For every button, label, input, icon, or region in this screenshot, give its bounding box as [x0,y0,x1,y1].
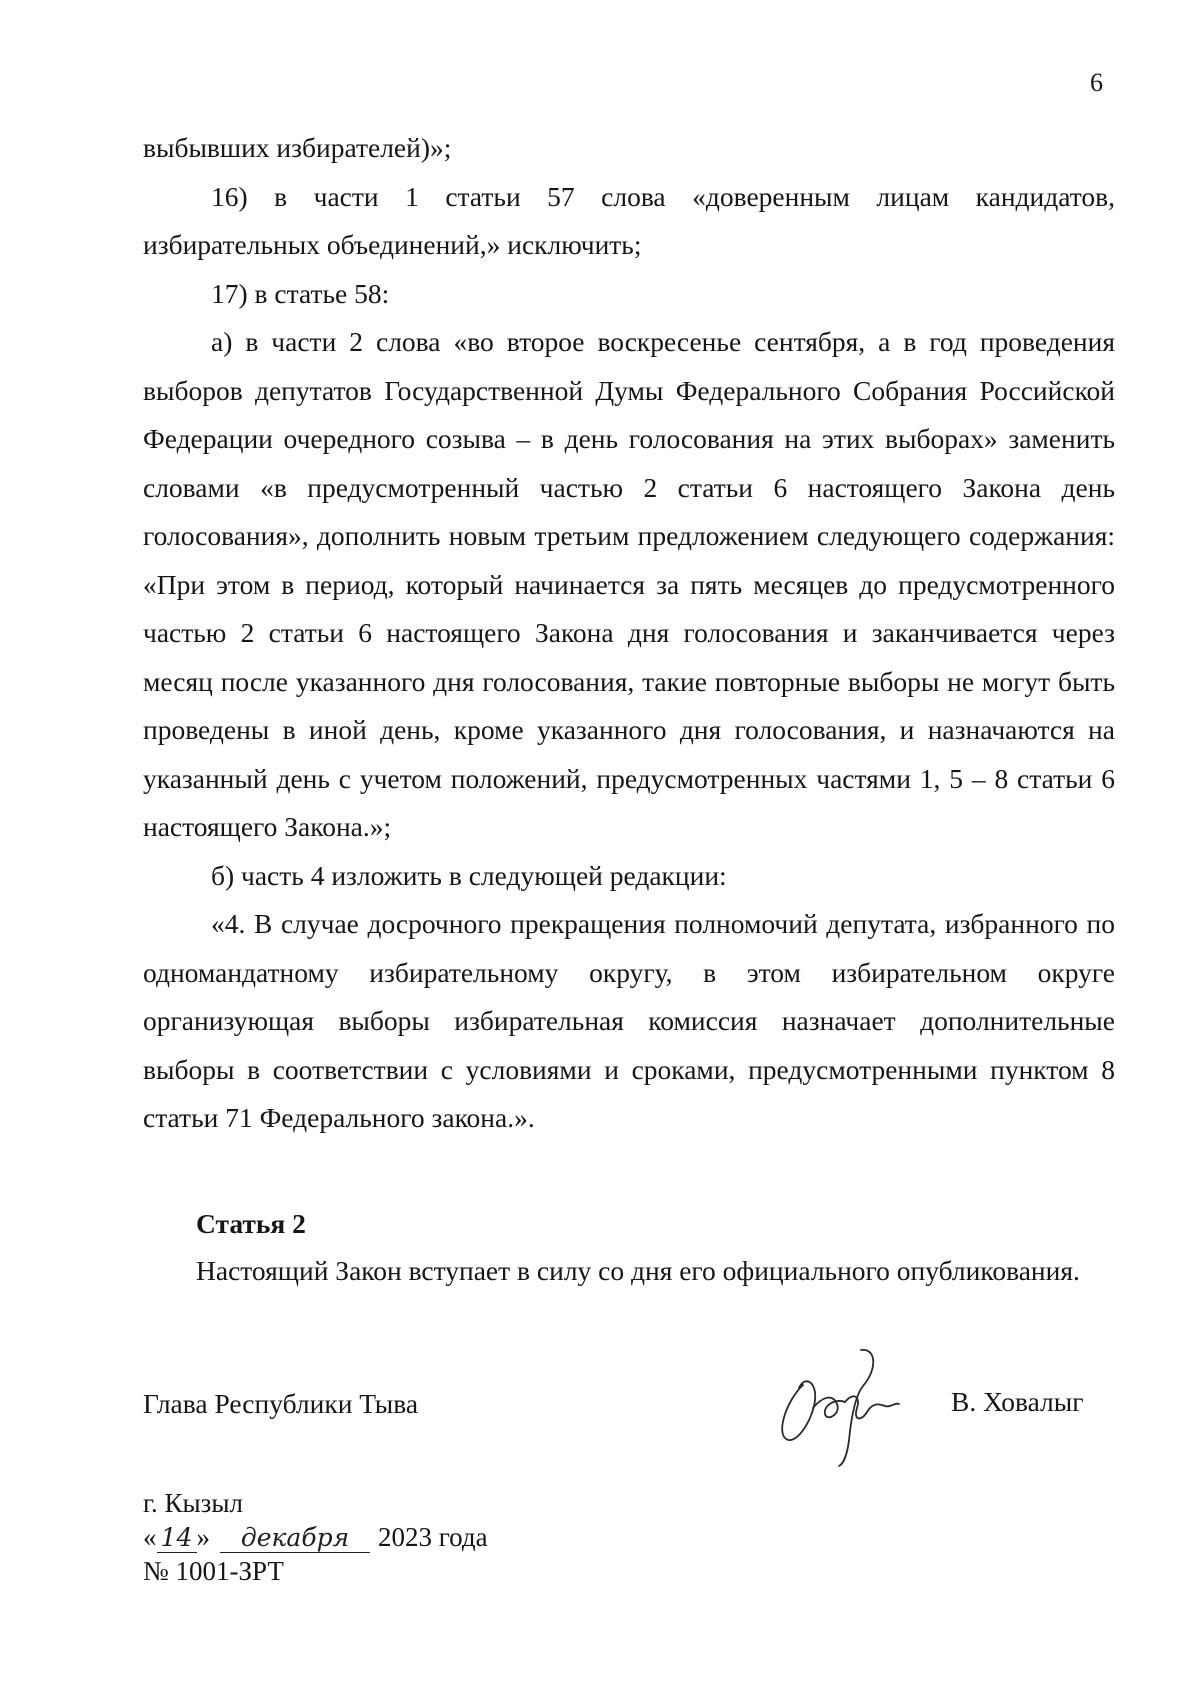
paragraph: «4. В случае досрочного прекращения полномочий депутата, избранного по одномандатному избирательному округу, в этом избирательном округе организующая выборы избирательная комиссия назначает дополнительные выборы в соответствии с условиями и сроками, предусмотренными пунктом 8 статьи 71 Федерального закона.». [143,908,1115,1133]
signatory-name: В. Ховалыг [951,1386,1084,1417]
date-month: декабря [220,1524,370,1553]
date-year: 2023 года [378,1522,488,1552]
page-number: 6 [1090,68,1103,97]
paragraph: 16) в части 1 статьи 57 слова «доверенным лицам кандидатов, избирательных объединений,» исключить; [143,180,1115,260]
paragraph: б) часть 4 изложить в следующей редакции: [211,859,727,891]
paragraph: выбывших избирателей)»; [143,132,452,163]
article-text: Настоящий Закон вступает в силу со дня его официального опубликования. [196,1255,1080,1286]
date-open-quote: « [143,1522,157,1552]
law-number: № 1001-ЗРТ [143,1556,284,1586]
law-body-text [143,124,1115,1143]
city: г. Кызыл [143,1488,243,1518]
date-close-quote: » [196,1522,210,1552]
handwritten-signature [765,1330,915,1470]
article-heading: Статья 2 [196,1208,306,1239]
date-day: 14 [157,1524,197,1553]
paragraph: а) в части 2 слова «во второе воскресенье сентября, а в год проведения выборов депутатов Государственной Думы Федерального Собрания Российской Федерации очередного созыва – в день голосования на этих выборах» заменить словами «в предусмотренный частью 2 статьи 6 настоящего Закона день голосования», дополнить новым третьим предложением следующего содержания: «При этом в период, который начинается за пять месяцев до предусмотренного частью 2 статьи 6 настоящего Закона дня голосования и заканчивается через месяц после указанного дня голосования, такие повторные выборы не могут быть проведены в иной день, кроме указанного дня голосования, и назначаются на указанный день с учетом положений, предусмотренных частями 1, 5 – 8 статьи 6 настоящего Закона.»; [143,326,1115,842]
signatory-title: Глава Республики Тыва [143,1388,419,1419]
paragraph: 17) в статье 58: [211,277,390,309]
date-line [143,1522,488,1553]
